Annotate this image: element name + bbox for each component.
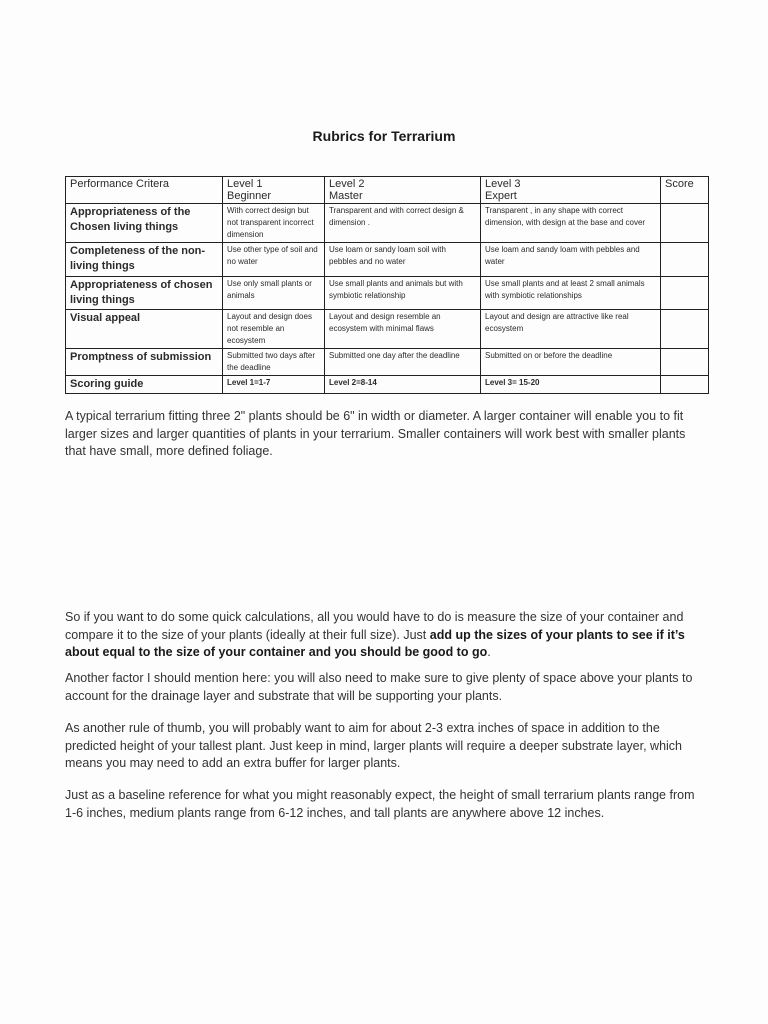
criterion-cell: Completeness of the non-living things <box>66 243 223 277</box>
score-cell <box>661 310 709 349</box>
paragraph-drainage-space: Another factor I should mention here: you will also need to make sure to give plenty of space above your plants to account for the drainage layer and substrate that will be supporting your plants. <box>65 671 693 703</box>
level1-cell: Submitted two days after the deadline <box>223 349 325 376</box>
header-cell: Score <box>661 177 709 204</box>
score-cell <box>661 277 709 310</box>
level3-cell: Use small plants and at least 2 small animals with symbiotic relationships <box>481 277 661 310</box>
level3-cell: Use loam and sandy loam with pebbles and water <box>481 243 661 277</box>
level2-cell: Layout and design resemble an ecosystem with minimal flaws <box>325 310 481 349</box>
level1-cell: Layout and design does not resemble an ecosystem <box>223 310 325 349</box>
level1-cell: Use only small plants or animals <box>223 277 325 310</box>
table-row <box>66 376 709 394</box>
table-row <box>66 277 709 310</box>
criterion-cell: Appropriateness of chosen living things <box>66 277 223 310</box>
table-row <box>66 349 709 376</box>
level1-cell: With correct design but not transparent incorrect dimension <box>223 204 325 243</box>
criterion-cell: Visual appeal <box>66 310 223 349</box>
criterion-cell: Scoring guide <box>66 376 223 394</box>
paragraph-emphasis: add up the sizes of your plants to see if it’s about equal to the size of your container and you should be good to go <box>65 627 685 659</box>
header-cell: Level 1 Beginner <box>223 177 325 204</box>
header-cell: Level 2 Master <box>325 177 481 204</box>
header-cell: Performance Critera <box>66 177 223 204</box>
level2-cell: Transparent and with correct design & dimension . <box>325 204 481 243</box>
table-row <box>66 310 709 349</box>
paragraph-baseline-reference: Just as a baseline reference for what you might reasonably expect, the height of small terrarium plants range from 1-6 inches, medium plants range from 6-12 inches, and tall plants are anywhere above 12 inches. <box>65 788 695 820</box>
table-header-row <box>66 177 709 204</box>
level2-cell: Use small plants and animals but with symbiotic relationship <box>325 277 481 310</box>
level2-cell: Use loam or sandy loam soil with pebbles and no water <box>325 243 481 277</box>
criterion-cell: Appropriateness of the Chosen living things <box>66 204 223 243</box>
document-title: Rubrics for Terrarium <box>312 128 456 144</box>
score-cell <box>661 349 709 376</box>
table-row <box>66 243 709 277</box>
paragraph-rule-of-thumb: As another rule of thumb, you will probably want to aim for about 2-3 extra inches of space in addition to the predicted height of your tallest plant. Just keep in mind, larger plants will require a deeper substrate layer, which means you may need to add an extra buffer for larger plants. <box>65 721 682 770</box>
rubric-table <box>65 176 709 394</box>
level2-cell: Submitted one day after the deadline <box>325 349 481 376</box>
level3-cell: Transparent , in any shape with correct dimension, with design at the base and cover <box>481 204 661 243</box>
level3-cell: Level 3= 15-20 <box>481 376 661 394</box>
header-cell: Level 3 Expert <box>481 177 661 204</box>
table-row <box>66 204 709 243</box>
score-cell <box>661 243 709 277</box>
paragraph-text: . <box>487 645 491 659</box>
level1-cell: Level 1=1-7 <box>223 376 325 394</box>
score-cell <box>661 204 709 243</box>
level3-cell: Layout and design are attractive like real ecosystem <box>481 310 661 349</box>
paragraph-text: So if you want to do some quick calculations, all you would have to do is measure the size of your container and compare it to the size of your plants (ideally at their full size). Just <box>65 610 684 642</box>
score-cell <box>661 376 709 394</box>
paragraph-container-size: A typical terrarium fitting three 2" plants should be 6" in width or diameter. A larger container will enable you to fit larger sizes and larger quantities of plants in your terrarium. Smaller containers will work best with smaller plants that have small, more defined foliage. <box>65 409 686 458</box>
criterion-cell: Promptness of submission <box>66 349 223 376</box>
level1-cell: Use other type of soil and no water <box>223 243 325 277</box>
level2-cell: Level 2=8-14 <box>325 376 481 394</box>
level3-cell: Submitted on or before the deadline <box>481 349 661 376</box>
paragraph-quick-calculations <box>65 609 705 662</box>
